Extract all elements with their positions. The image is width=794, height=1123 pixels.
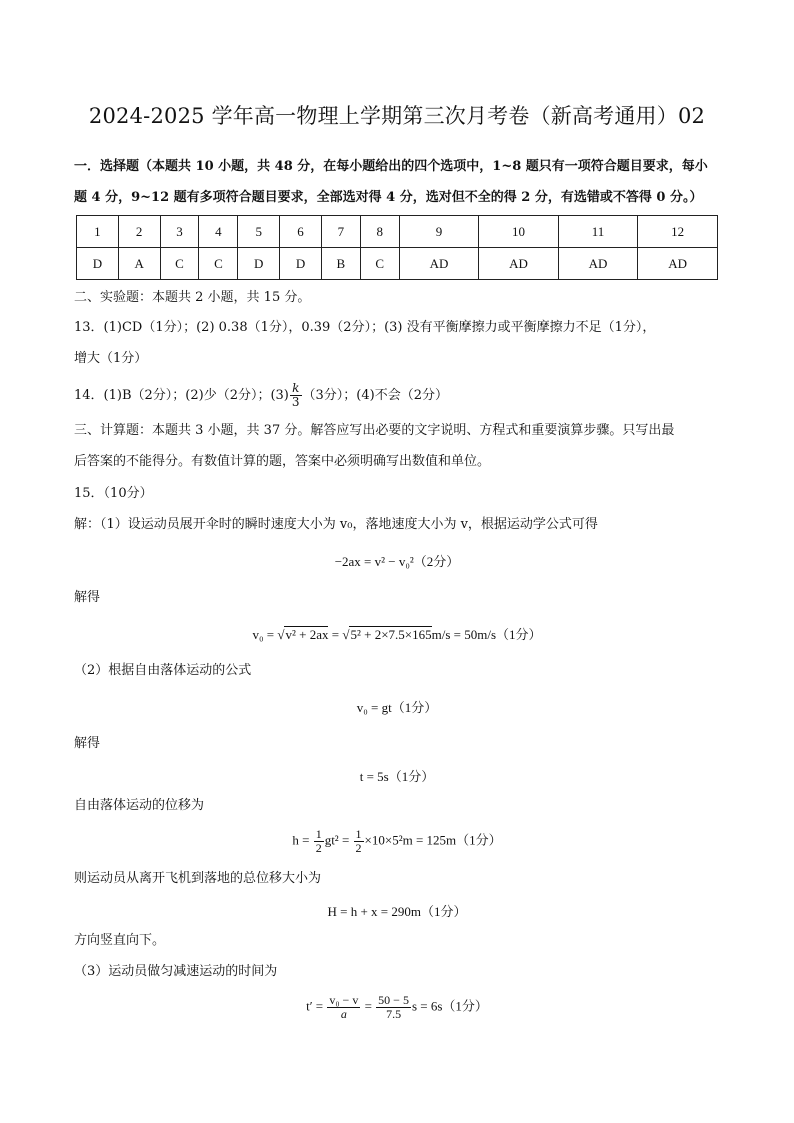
q14-answer <box>74 382 724 409</box>
equation-2-result: m/s = 50m/s（1分） <box>431 627 542 642</box>
answer-table-number-row <box>77 216 718 248</box>
equation-5-fraction-1-denominator: 2 <box>315 841 322 855</box>
answer-table-number-cell: 8 <box>360 216 399 248</box>
q13-answer-line1: 13．(1)CD（1分）；(2) 0.38（1分），0.39（2分）；(3) 没有平衡摩擦力或平衡摩擦力不足（1分）， <box>74 320 656 335</box>
answer-table-answer-cell: D <box>280 248 322 280</box>
equation-7 <box>0 994 794 1021</box>
section3-instructions-line2: 后答案的不能得分。有数值计算的题，答案中必须明确写出数值和单位。 <box>74 454 491 469</box>
q13-answer-line2: 增大（1分） <box>74 351 148 366</box>
equation-5-mid: gt² = <box>324 832 353 848</box>
answer-table-number-cell: 7 <box>321 216 360 248</box>
answer-table-number-cell: 3 <box>160 216 199 248</box>
answer-table-answer-cell: C <box>360 248 399 280</box>
answer-table-number-cell: 4 <box>199 216 238 248</box>
answer-table-number-cell: 5 <box>238 216 280 248</box>
equation-7-fraction-1-numerator: v₀ − v <box>329 993 359 1007</box>
equation-7-fraction-2 <box>376 994 411 1021</box>
equation-7-fraction-1 <box>327 994 360 1021</box>
equation-3: v₀ = gt（1分） <box>356 700 438 715</box>
q14-answer-part-a: 14．(1)B（2分）；(2)少（2分）；(3) <box>74 388 289 403</box>
equation-5 <box>0 828 794 855</box>
equation-4: t = 5s（1分） <box>359 769 435 784</box>
section2-heading: 二、实验题：本题共 2 小题，共 15 分。 <box>74 290 311 305</box>
equation-7-equals: = <box>361 998 376 1014</box>
part3-label: （3）运动员做匀减速运动的时间为 <box>74 964 278 979</box>
equation-2: v₀ = √v² + 2ax = √5² + 2×7.5×165m/s = 50m/s（1分） <box>252 627 542 642</box>
section1-instructions-line2: 题 4 分，9~12 题有多项符合题目要求，全部选对得 4 分，选对但不全的得 2 分，有选错或不答得 0 分。） <box>74 190 703 205</box>
equation-7-fraction-2-numerator: 50 − 5 <box>378 993 409 1007</box>
answer-table-answer-cell: AD <box>479 248 559 280</box>
q14-fraction-numerator: k <box>290 382 302 396</box>
equation-5-fraction-2-denominator: 2 <box>355 841 362 855</box>
answer-table-number-cell: 12 <box>638 216 718 248</box>
page-title: 2024-2025 学年高一物理上学期第三次月考卷（新高考通用）02 <box>88 104 706 128</box>
answer-table-answer-cell: A <box>118 248 160 280</box>
solve-label-2: 解得 <box>74 736 101 751</box>
answer-table-answer-cell: D <box>77 248 119 280</box>
answer-table-answer-cell: C <box>199 248 238 280</box>
displacement-label: 自由落体运动的位移为 <box>74 798 205 813</box>
equation-5-fraction-1 <box>314 828 324 855</box>
total-displacement-label: 则运动员从离开飞机到落地的总位移大小为 <box>74 871 322 886</box>
equation-6: H = h + x = 290m（1分） <box>327 904 467 919</box>
section1-instructions-line1: 一．选择题（本题共 10 小题，共 48 分，在每小题给出的四个选项中，1~8 题只有一项符合题目要求，每小 <box>74 159 708 174</box>
equation-5-fraction-2 <box>354 828 364 855</box>
equation-5-lhs: h = <box>292 832 313 848</box>
part2-label: （2）根据自由落体运动的公式 <box>74 663 252 678</box>
equation-5-result: ×10×5²m = 125m（1分） <box>364 832 502 848</box>
answer-table <box>76 215 718 280</box>
equation-1: −2ax = v² − v₀²（2分） <box>334 554 460 569</box>
equation-7-lhs: t′ = <box>306 998 327 1014</box>
equation-2-radical-2: 5² + 2×7.5×165 <box>350 627 432 642</box>
answer-table-number-cell: 2 <box>118 216 160 248</box>
answer-table-number-cell: 9 <box>399 216 479 248</box>
answer-table-number-cell: 11 <box>558 216 638 248</box>
equation-2-radical-1: v² + 2ax <box>285 627 329 642</box>
equation-5-fraction-1-numerator: 1 <box>315 827 322 841</box>
q14-answer-part-b: （3分）；(4)不会（2分） <box>302 388 448 403</box>
equation-2-equals: = <box>328 627 343 642</box>
answer-table-answer-cell: C <box>160 248 199 280</box>
equation-7-fraction-2-denominator: 7.5 <box>386 1007 402 1021</box>
answer-table-answer-row <box>77 248 718 280</box>
solution-intro: 解：（1）设运动员展开伞时的瞬时速度大小为 v₀，落地速度大小为 v，根据运动学公式可得 <box>74 517 598 532</box>
solve-label-1: 解得 <box>74 590 101 605</box>
answer-table-number-cell: 6 <box>280 216 322 248</box>
answer-table-answer-cell: AD <box>558 248 638 280</box>
answer-table-answer-cell: B <box>321 248 360 280</box>
section3-instructions-line1: 三、计算题：本题共 3 小题，共 37 分。解答应写出必要的文字说明、方程式和重要演算步骤。只写出最 <box>74 423 675 438</box>
answer-table-number-cell: 1 <box>77 216 119 248</box>
equation-5-fraction-2-numerator: 1 <box>355 827 362 841</box>
answer-table-number-cell: 10 <box>479 216 559 248</box>
answer-table-answer-cell: AD <box>399 248 479 280</box>
answer-table-answer-cell: D <box>238 248 280 280</box>
equation-7-fraction-1-denominator: a <box>340 1007 347 1021</box>
q15-heading: 15．（10分） <box>74 486 153 501</box>
q14-fraction <box>290 382 302 409</box>
equation-2-lhs: v₀ = <box>252 627 278 642</box>
equation-7-result: s = 6s（1分） <box>411 998 488 1014</box>
answer-table-answer-cell: AD <box>638 248 718 280</box>
q14-fraction-denominator: 3 <box>291 395 300 409</box>
direction-note: 方向竖直向下。 <box>74 933 166 948</box>
